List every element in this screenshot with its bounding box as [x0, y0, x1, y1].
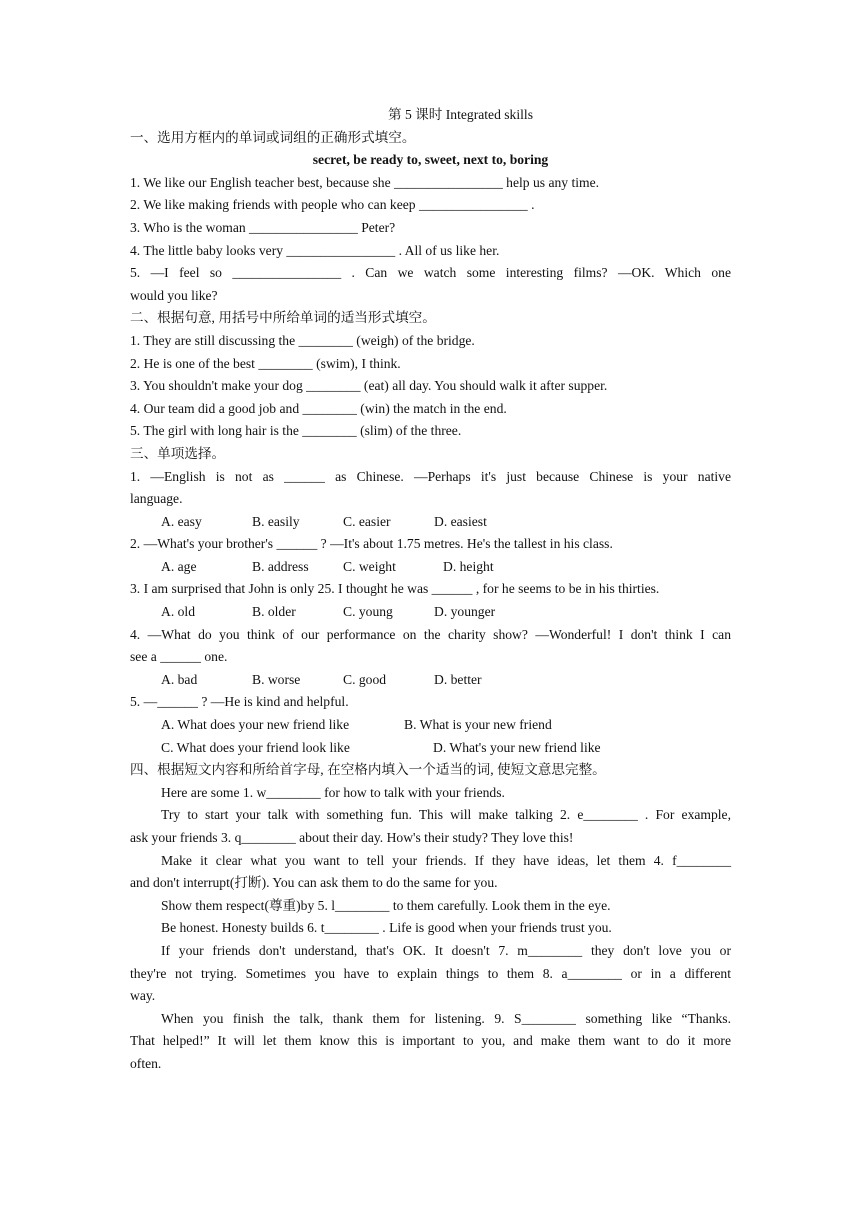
passage-para-2-line1: Try to start your talk with something fun. This will make talking 2. e________ . For example,	[161, 807, 731, 823]
worksheet-page	[130, 104, 731, 1076]
s3-question-5-options-row1	[130, 714, 731, 737]
s2-question-2: 2. He is one of the best ________ (swim), I think.	[130, 355, 401, 371]
s2-question-5: 5. The girl with long hair is the ________ (slim) of the three.	[130, 423, 462, 439]
option-b: B. older	[252, 604, 296, 620]
s1-question-2: 2. We like making friends with people who can keep ________________ .	[130, 197, 535, 213]
s3-question-1-line1: 1. —English is not as ______ as Chinese. —Perhaps it's just because Chinese is your native	[130, 468, 731, 484]
s3-question-2: 2. —What's your brother's ______ ? —It's about 1.75 metres. He's the tallest in his class.	[130, 536, 613, 552]
passage-para-7-line1: When you finish the talk, thank them for listening. 9. S________ something like “Thanks.	[161, 1010, 731, 1026]
page-title: 第 5 课时 Integrated skills	[388, 107, 533, 122]
passage-para-7-line2: That helped!” It will let them know this is important to you, and make them want to do it more	[130, 1033, 731, 1049]
s1-question-5-line2: would you like?	[130, 287, 218, 303]
option-a: A. What does your new friend like	[161, 717, 350, 733]
passage-para-6-line2: they're not trying. Sometimes you have to explain things to them 8. a________ or in a different	[130, 965, 731, 981]
s3-question-1-options	[130, 511, 731, 534]
passage-para-3-line1: Make it clear what you want to tell your friends. If they have ideas, let them 4. f________	[161, 852, 731, 868]
option-b: B. easily	[252, 513, 300, 529]
s1-question-5-line1: 5. —I feel so ________________ . Can we watch some interesting films? —OK. Which one	[130, 265, 731, 281]
option-c: C. weight	[343, 558, 396, 574]
option-b: B. address	[252, 558, 309, 574]
s3-question-4-line2: see a ______ one.	[130, 649, 228, 665]
s1-question-1: 1. We like our English teacher best, because she ________________ help us any time.	[130, 174, 600, 190]
option-b: B. What is your new friend	[404, 717, 552, 733]
passage-para-1: Here are some 1. w________ for how to talk with your friends.	[161, 784, 505, 800]
s2-question-4: 4. Our team did a good job and ________ (win) the match in the end.	[130, 400, 507, 416]
section3-heading: 三、单项选择。	[130, 445, 226, 461]
passage-para-6-line1: If your friends don't understand, that's OK. It doesn't 7. m________ they don't love you or	[161, 942, 731, 958]
section4-heading: 四、根据短文内容和所给首字母, 在空格内填入一个适当的词, 使短文意思完整。	[130, 762, 606, 778]
option-c: C. good	[343, 671, 387, 687]
passage-para-7-line3: often.	[130, 1055, 162, 1071]
option-d: D. What's your new friend like	[433, 739, 601, 755]
s3-question-5: 5. —______ ? —He is kind and helpful.	[130, 694, 349, 710]
option-d: D. younger	[434, 604, 496, 620]
option-d: D. better	[434, 671, 482, 687]
s3-question-3: 3. I am surprised that John is only 25. I thought he was ______ , for he seems to be in his thirties.	[130, 581, 660, 597]
option-d: D. easiest	[434, 513, 487, 529]
option-a: A. age	[161, 558, 197, 574]
option-a: A. old	[161, 604, 195, 620]
s3-question-4-line1: 4. —What do you think of our performance on the charity show? —Wonderful! I don't think I can	[130, 626, 731, 642]
s3-question-5-options-row2	[130, 737, 731, 760]
word-box: secret, be ready to, sweet, next to, boring	[312, 152, 549, 168]
passage-para-6-line3: way.	[130, 988, 156, 1004]
option-c: C. easier	[343, 513, 391, 529]
s1-question-4: 4. The little baby looks very ________________ . All of us like her.	[130, 242, 500, 258]
s1-question-3: 3. Who is the woman ________________ Peter?	[130, 219, 396, 235]
s2-question-3: 3. You shouldn't make your dog ________ (eat) all day. You should walk it after supper.	[130, 378, 608, 394]
section2-heading: 二、根据句意, 用括号中所给单词的适当形式填空。	[130, 310, 436, 326]
option-c: C. young	[343, 604, 393, 620]
s3-question-2-options	[130, 556, 731, 579]
option-d: D. height	[443, 558, 494, 574]
option-a: A. bad	[161, 671, 198, 687]
option-b: B. worse	[252, 671, 301, 687]
passage-para-4: Show them respect(尊重)by 5. l________ to them carefully. Look them in the eye.	[161, 897, 611, 913]
passage-para-2-line2: ask your friends 3. q________ about their day. How's their study? They love this!	[130, 830, 574, 845]
s2-question-1: 1. They are still discussing the ________ (weigh) of the bridge.	[130, 332, 475, 348]
section1-heading: 一、选用方框内的单词或词组的正确形式填空。	[130, 129, 416, 145]
s3-question-3-options	[130, 601, 731, 624]
passage-para-3-line2: and don't interrupt(打断). You can ask them to do the same for you.	[130, 875, 498, 891]
passage-para-5: Be honest. Honesty builds 6. t________ . Life is good when your friends trust you.	[161, 920, 612, 936]
option-a: A. easy	[161, 513, 202, 529]
s3-question-1-line2: language.	[130, 491, 183, 507]
option-c: C. What does your friend look like	[161, 739, 350, 755]
s3-question-4-options	[130, 669, 731, 692]
